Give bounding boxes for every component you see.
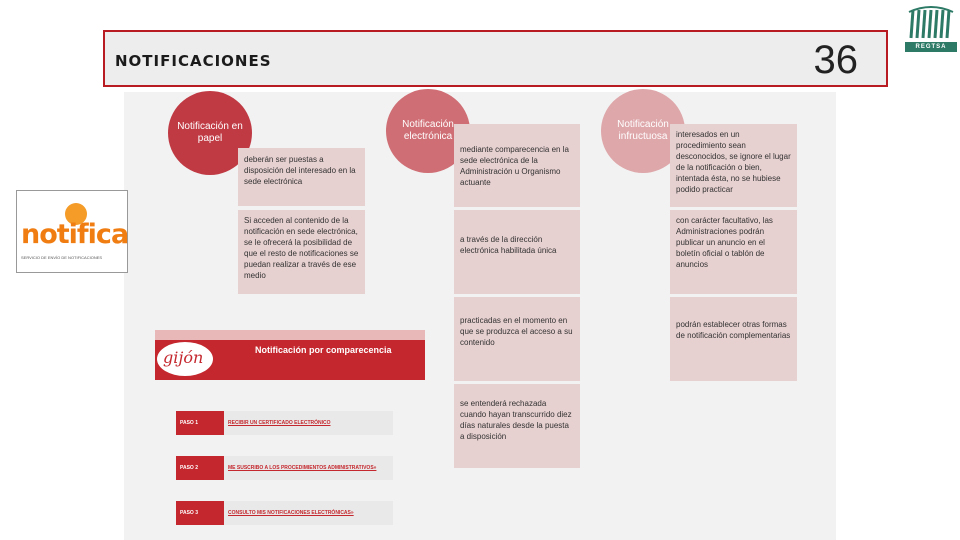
slide-title: NOTIFICACIONES [115, 52, 272, 70]
papel-item-1: deberán ser puestas a disposición del interesado en la sede electrónica [238, 148, 365, 206]
regtsa-logo-text: REGTSA [905, 42, 957, 52]
gijon-logo-text: gijón [163, 348, 204, 367]
banner-strip [155, 330, 425, 340]
electronica-item-2: a través de la dirección electrónica habilitada única [454, 210, 580, 294]
gijon-logo [157, 342, 213, 376]
infructuosa-item-3: podrán establecer otras formas de notificación complementarias [670, 297, 797, 381]
banner-title: Notificación por comparecencia [255, 345, 392, 355]
paso-number: PASO 3 [176, 501, 224, 525]
paso-row-2[interactable] [176, 456, 393, 480]
paso-link[interactable]: CONSULTO MIS NOTIFICACIONES ELECTRÓNICAS» [228, 510, 354, 516]
papel-item-2: Si acceden al contenido de la notificación en sede electrónica, se le ofrecerá la posibilidad de que el resto de notificaciones se puedan realizar a través de ese medio [238, 210, 365, 294]
paso-number: PASO 2 [176, 456, 224, 480]
paso-row-1[interactable] [176, 411, 393, 435]
notifica-logo [16, 190, 128, 273]
notifica-word: notifica [21, 219, 129, 250]
gijon-banner [155, 330, 425, 380]
circle-notificacion-papel: Notificación en papel [168, 91, 252, 175]
electronica-item-1: mediante comparecencia en la sede electrónica de la Administración u Organismo actuante [454, 124, 580, 207]
infructuosa-item-2: con carácter facultativo, las Administraciones podrán publicar un anuncio en el boletín oficial o tablón de anuncios [670, 210, 797, 294]
paso-number: PASO 1 [176, 411, 224, 435]
paso-link[interactable]: ME SUSCRIBO A LOS PROCEDIMIENTOS ADMINISTRATIVOS» [228, 465, 377, 471]
infructuosa-item-1: interesados en un procedimiento sean desconocidos, se ignore el lugar de la notificación o bien, intentada ésta, no se hubiese podido practicar [670, 124, 797, 207]
paso-row-3[interactable] [176, 501, 393, 525]
notifica-subtitle: SERVICIO DE ENVÍO DE NOTIFICACIONES [21, 255, 103, 260]
electronica-item-3: practicadas en el momento en que se produzca el acceso a su contenido [454, 297, 580, 381]
circle-notificacion-infructuosa: Notificación infructuosa [601, 89, 685, 173]
circle-notificacion-electronica: Notificación electrónica [386, 89, 470, 173]
title-bar [103, 30, 888, 87]
electronica-item-4: se entenderá rechazada cuando hayan transcurrido diez días naturales desde la puesta a disposición [454, 384, 580, 468]
paso-link[interactable]: RECIBIR UN CERTIFICADO ELECTRÓNICO [228, 420, 331, 426]
page-number: 36 [813, 38, 858, 82]
